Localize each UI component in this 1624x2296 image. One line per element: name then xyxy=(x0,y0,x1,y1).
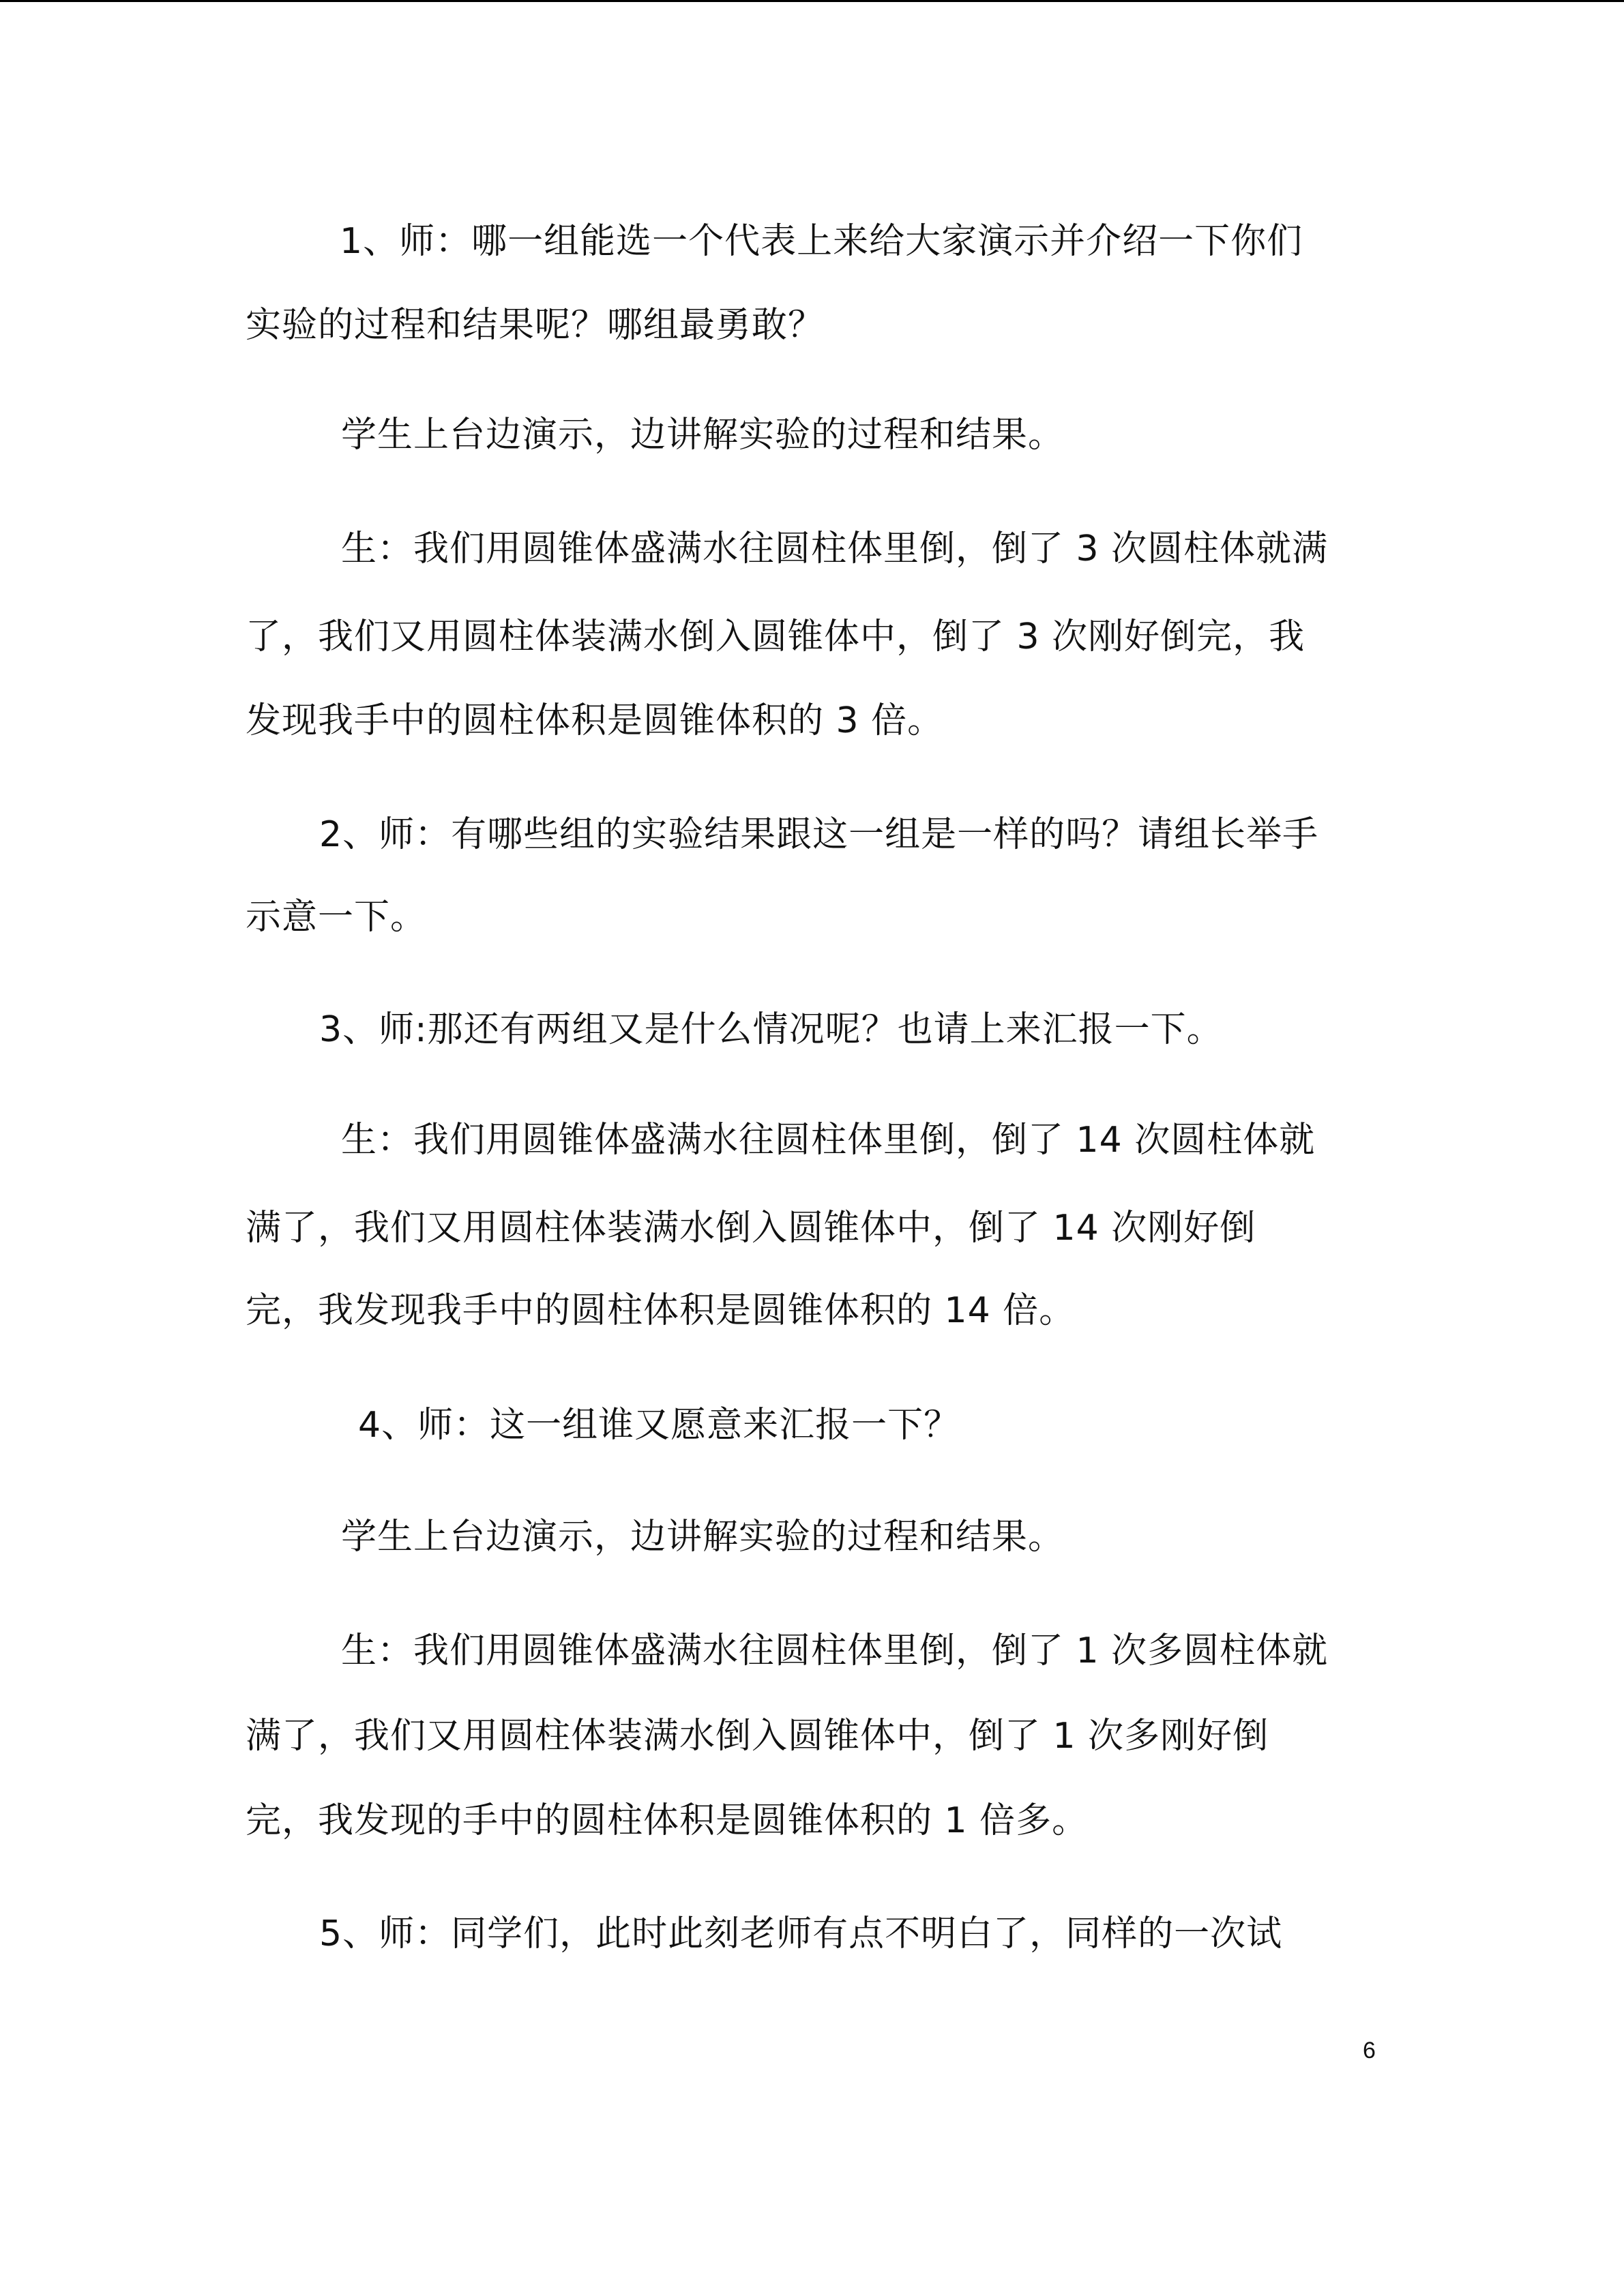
text-line: 3、师:那还有两组又是什么情况呢？也请上来汇报一下。 xyxy=(319,1009,1223,1050)
text-line: 满了，我们又用圆柱体装满水倒入圆锥体中，倒了 1 次多刚好倒 xyxy=(246,1716,1269,1757)
text-line: 5、师：同学们，此时此刻老师有点不明白了，同样的一次试 xyxy=(319,1913,1283,1954)
text-line: 示意一下。 xyxy=(246,897,427,938)
text-line: 满了，我们又用圆柱体装满水倒入圆锥体中，倒了 14 次刚好倒 xyxy=(246,1208,1256,1249)
text-line: 发现我手中的圆柱体积是圆锥体积的 3 倍。 xyxy=(246,700,944,741)
text-line: 了，我们又用圆柱体装满水倒入圆锥体中，倒了 3 次刚好倒完，我 xyxy=(246,616,1305,657)
text-line: 4、师：这一组谁又愿意来汇报一下？ xyxy=(358,1405,960,1446)
page-number: 6 xyxy=(1363,2038,1376,2063)
text-line: 学生上台边演示，边讲解实验的过程和结果。 xyxy=(341,1517,1065,1557)
text-line: 2、师：有哪些组的实验结果跟这一组是一样的吗？请组长举手 xyxy=(319,814,1319,855)
text-line: 生：我们用圆锥体盛满水往圆柱体里倒，倒了 1 次多圆柱体就 xyxy=(341,1630,1329,1671)
text-line: 完，我发现我手中的圆柱体积是圆锥体积的 14 倍。 xyxy=(246,1290,1076,1331)
text-line: 生：我们用圆锥体盛满水往圆柱体里倒，倒了 3 次圆柱体就满 xyxy=(341,528,1329,569)
text-line: 1、师：哪一组能选一个代表上来给大家演示并介绍一下你们 xyxy=(340,221,1303,262)
top-border-line xyxy=(0,0,1624,2)
text-line: 生：我们用圆锥体盛满水往圆柱体里倒，倒了 14 次圆柱体就 xyxy=(341,1120,1316,1161)
text-line: 学生上台边演示，边讲解实验的过程和结果。 xyxy=(341,415,1065,456)
text-line: 完，我发现的手中的圆柱体积是圆锥体积的 1 倍多。 xyxy=(246,1800,1089,1841)
text-line: 实验的过程和结果呢？哪组最勇敢？ xyxy=(246,305,825,346)
